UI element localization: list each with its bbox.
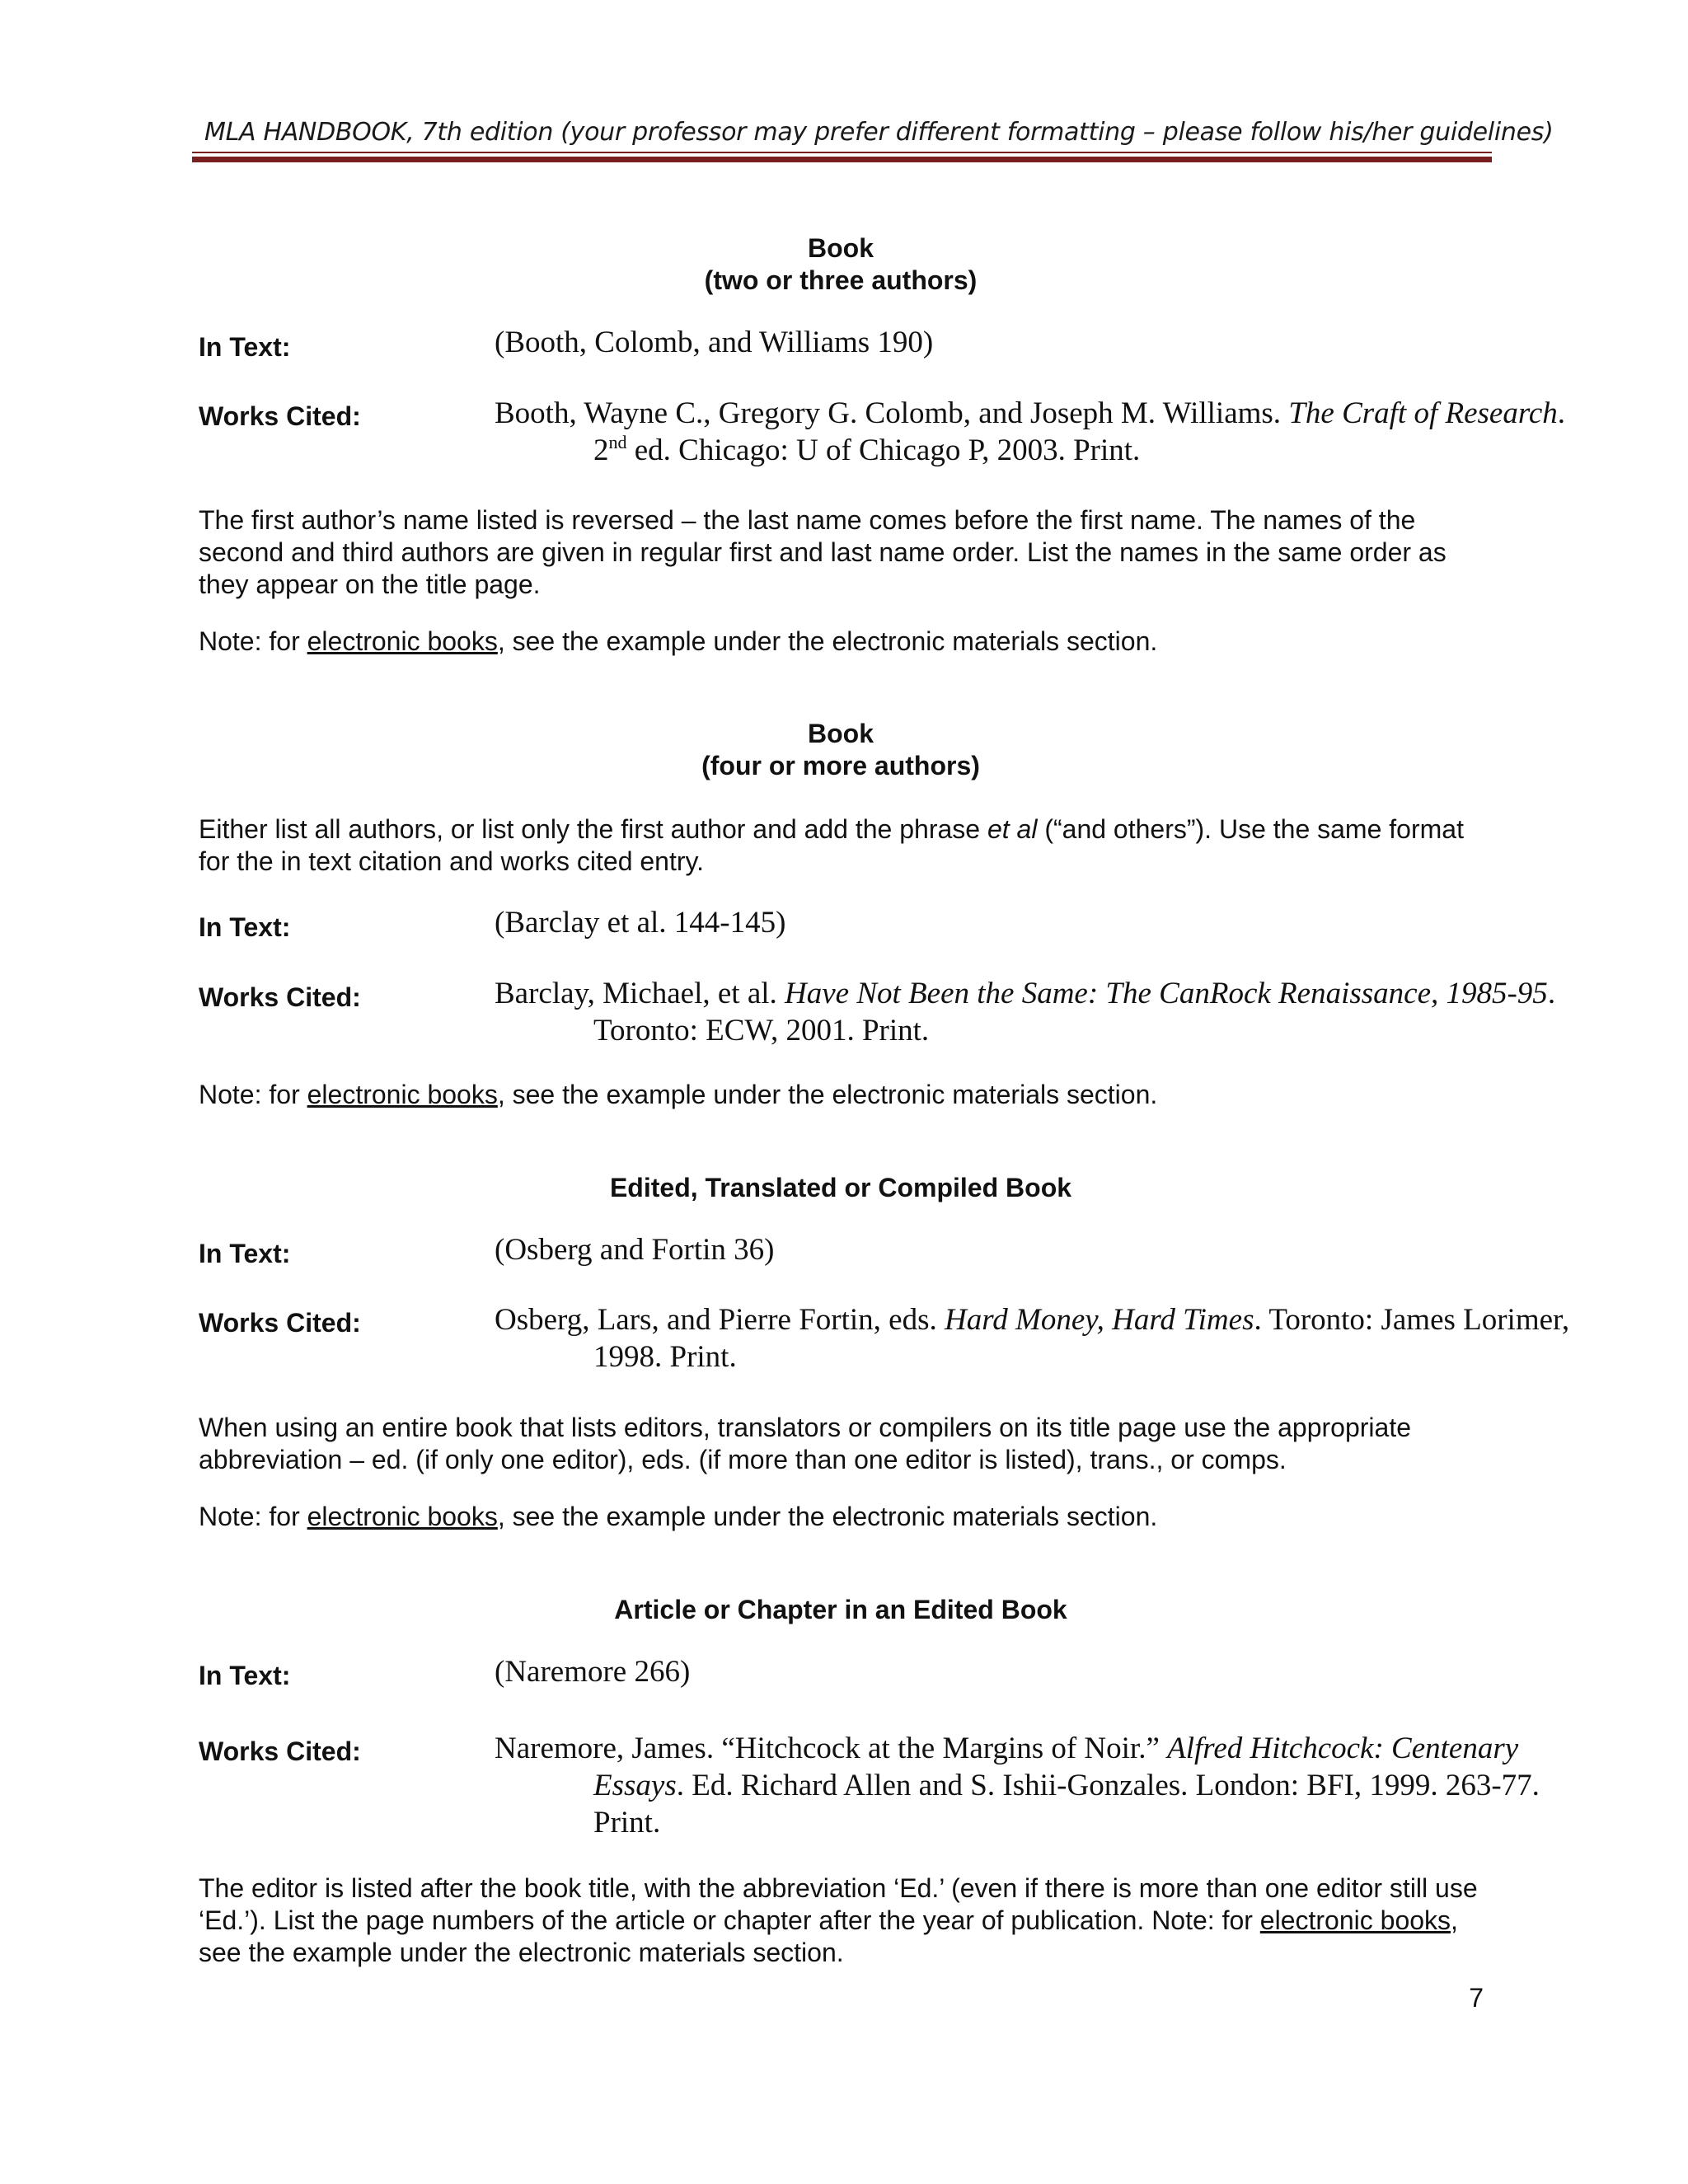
citation-text: Booth, Wayne C., Gregory G. Colomb, and Joseph M. Williams. — [495, 396, 1289, 430]
in-text-label: In Text: — [199, 332, 291, 362]
ordinal-suffix: nd — [608, 432, 627, 452]
electronic-books-link[interactable]: electronic books — [307, 1502, 498, 1531]
citation-text: . 2 — [593, 396, 1566, 467]
citation-text: Osberg, Lars, and Pierre Fortin, eds. — [495, 1303, 945, 1337]
et-al-phrase: et al — [987, 814, 1038, 844]
electronic-books-note — [199, 1501, 1501, 1533]
heading-line-1: Book — [808, 719, 874, 748]
electronic-books-note — [199, 1079, 1501, 1111]
works-cited-label: Works Cited: — [199, 982, 361, 1012]
citation-title: Have Not Been the Same: The CanRock Renaissance, 1985-95 — [785, 977, 1548, 1010]
citation-text: Barclay, Michael, et al. — [495, 977, 785, 1010]
works-cited-label: Works Cited: — [199, 1736, 361, 1766]
works-cited-entry — [495, 1730, 1599, 1841]
section-heading-four-authors — [198, 718, 1484, 782]
citation-text: . Toronto: ECW, 2001. Print. — [593, 977, 1556, 1047]
header-rule-thick — [192, 157, 1492, 162]
note-text: , see the example under the electronic materials section. — [497, 626, 1158, 656]
note-text: Note: for — [199, 1080, 307, 1109]
intro-text: Either list all authors, or list only the first author and add the phrase — [199, 814, 987, 844]
heading-line-1: Book — [808, 233, 874, 263]
note-text: Note: for — [199, 626, 307, 656]
heading-line-2: (two or three authors) — [704, 265, 978, 295]
explanation-paragraph: The first author’s name listed is reversed – the last name comes before the first name. The names of the second and third authors are given in regular first and last name order. List the names in the same order as they appear on the title page. — [199, 505, 1447, 599]
note-text: , see the example under the electronic materials section. — [497, 1080, 1158, 1109]
in-text-citation: (Barclay et al. 144-145) — [495, 906, 786, 940]
explanation-text: , see the example under the electronic materials section. — [199, 1905, 1458, 1967]
section-heading-two-three-authors — [198, 232, 1484, 297]
explanation-paragraph — [199, 1872, 1501, 1969]
citation-title: Hard Money, Hard Times — [945, 1303, 1254, 1337]
electronic-books-link[interactable]: electronic books — [307, 1080, 498, 1109]
running-header: MLA HANDBOOK, 7th edition (your professor may prefer different formatting – please follow his/her guidelines) — [204, 118, 1554, 147]
citation-text: . Toronto: James Lorimer, 1998. Print. — [593, 1303, 1570, 1374]
heading-line-2: (four or more authors) — [701, 751, 980, 780]
in-text-citation: (Osberg and Fortin 36) — [495, 1233, 775, 1267]
section-heading-edited-book: Edited, Translated or Compiled Book — [609, 1173, 1072, 1202]
citation-title: Alfred Hitchcock: Centenary Essays — [593, 1732, 1519, 1802]
citation-text: . Ed. Richard Allen and S. Ishii-Gonzales. London: BFI, 1999. 263-77. Print. — [593, 1769, 1540, 1840]
section-heading-article-chapter: Article or Chapter in an Edited Book — [614, 1595, 1067, 1624]
electronic-books-link[interactable]: electronic books — [1259, 1905, 1451, 1935]
explanation-paragraph: When using an entire book that lists editors, translators or compilers on its title page use the appropriate abbreviation – ed. (if only one editor), eds. (if more than one editor is listed), trans., or comps. — [199, 1413, 1411, 1474]
citation-text: ed. Chicago: U of Chicago P, 2003. Print. — [626, 434, 1141, 467]
citation-text: Naremore, James. “Hitchcock at the Margins of Noir.” — [495, 1732, 1168, 1765]
works-cited-label: Works Cited: — [199, 401, 361, 431]
header-rule — [192, 152, 1492, 153]
intro-text: (“and others”). Use the same format for the in text citation and works cited entry. — [199, 814, 1464, 876]
electronic-books-link[interactable]: electronic books — [307, 626, 498, 656]
intro-paragraph — [199, 813, 1501, 878]
explanation-text: The editor is listed after the book title, with the abbreviation ‘Ed.’ (even if there is more than one editor still use ‘Ed.’). List the page numbers of the article or chapter after the year of publication. Note: for — [199, 1873, 1478, 1935]
note-text: Note: for — [199, 1502, 307, 1531]
works-cited-label: Works Cited: — [199, 1308, 361, 1338]
in-text-citation: (Naremore 266) — [495, 1655, 691, 1689]
citation-title: The Craft of Research — [1288, 396, 1558, 430]
works-cited-entry — [495, 1301, 1599, 1376]
page-number: 7 — [1469, 1983, 1484, 2013]
in-text-label: In Text: — [199, 1661, 291, 1690]
in-text-label: In Text: — [199, 912, 291, 942]
note-text: , see the example under the electronic materials section. — [497, 1502, 1158, 1531]
electronic-books-note — [199, 626, 1501, 658]
works-cited-entry — [495, 975, 1599, 1049]
in-text-citation: (Booth, Colomb, and Williams 190) — [495, 326, 934, 359]
in-text-label: In Text: — [199, 1239, 291, 1268]
works-cited-entry — [495, 395, 1599, 469]
